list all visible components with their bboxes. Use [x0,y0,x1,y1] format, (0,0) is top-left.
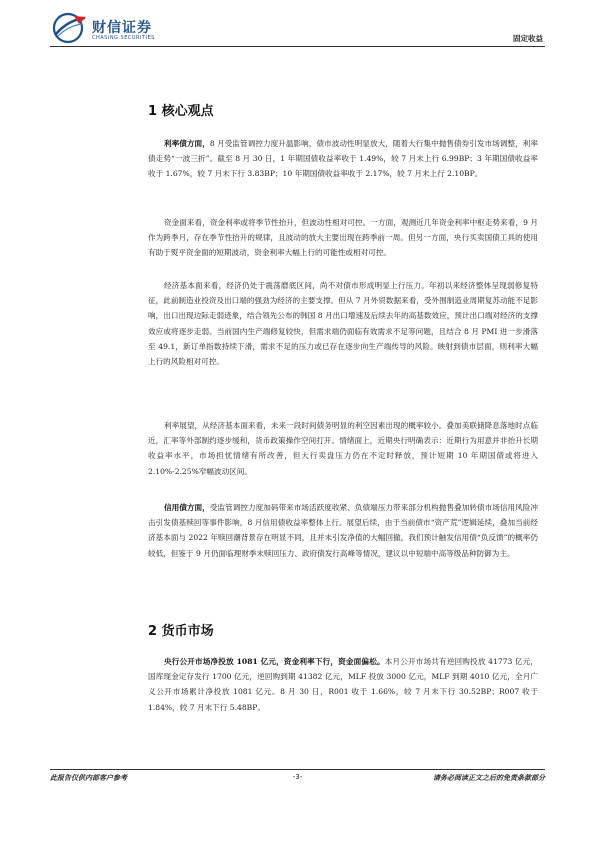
paragraph-text: 8 月受监管调控力度升温影响，债市波动性明显放大，随着大行集中抛售债券引发市场调整，利率债走势“一波三折”。截至 8 月 30 日，1 年期国债收益率收于 1.49%，较 7 月末上行 6.99BP；3 年期国债收益率收于 1.67%，较 7 月末下行 3.83BP；10 年期国债收益率收于 2.17%，较 7 月末上行 2.10BP。 [148,139,538,179]
section-title-money-market: 2 货币市场 [148,624,214,639]
paragraph-text: 经济基本面来看，经济仍处于震荡磨底区间，尚不对债市形成明显上行压力。年初以来经济整体呈现弱修复特征，此前制造业投资及出口端的强劲为经济的主要支撑。但从 7 月外贸数据来看，受外围制造业周期复苏动能不足影响，出口出现边际走弱迹象，结合领先公布的韩国 8 月出口增速及后续去年的高基数效应，预计出口端对经济的支撑效应或将逐步走弱。当前国内生产端修复较快，但需求端仍面临有效需求不足等问题，且结合 8 月 PMI 进一步滑落至 49.1，新订单指数持续下滑，需求不足的压力或已存在逐步向生产端传导的风险。映射到债市层面，则利率大幅上行的风险相对可控。 [148,281,538,367]
paragraph-fundamentals [148,278,538,369]
footer-notice: 请务必阅读正文之后的免责条款部分 [433,774,545,782]
section-title-core-views: 1 核心观点 [148,104,214,119]
footer-divider [50,769,545,770]
header-divider [50,46,545,47]
paragraph-text: 本月公开市场共有逆回购投放 41773 亿元，国库现金定存发行 1700 亿元，逆回购到期 41382 亿元，MLF 投放 3000 亿元，MLF 到期 4010 亿元，全月广义公开市场累计净投放 1081 亿元。8 月 30 日，R001 收于 1.66%，较 7 月末下行 30.52BP；R007 收于 1.84%，较 7 月末下行 5.48BP。 [148,657,539,712]
paragraph-rates [148,136,538,182]
paragraph-liquidity [148,215,538,261]
paragraph-lead: 利率债方面， [164,139,210,148]
chasing-logo-icon [52,12,88,44]
logo-brand-en: CHASING SECURITIES [92,35,155,41]
report-category: 固定收益 [513,34,543,43]
paragraph-open-market [148,654,538,715]
paragraph-outlook [148,418,538,479]
paragraph-text: 资金面来看，资金利率或将季节性抬升，但波动性相对可控。一方面，观测近几年资金利率中枢走势来看，9 月作为跨季月，存在季节性抬升的规律，且波动的放大主要出现在跨季前一周。但另一方面，央行买卖国债工具的使用有助于熨平资金面的短期波动，资金利率大幅上行的可能性或相对可控。 [148,218,538,258]
paragraph-text: 利率展望，从经济基本面来看，未来一段时间债务明显的利空因素出现的概率较小。叠加美联储降息落地时点临近，汇率等外部制约逐步缓和，货币政策操作空间打开。情绪面上，近期央行明确表示：近期行为用意并非抬升长期收益率水平，市场担忧情绪有所改善，但大行卖盘压力仍在不定时释放，预计短期 10 年期国债或将进入 2.10%-2.25%窄幅波动区间。 [148,421,538,476]
logo-brand-cn: 财信证券 [92,20,152,36]
paragraph-credit [148,500,538,561]
footer-disclaimer: 此报告仅供内部客户参考 [50,774,127,782]
paragraph-text: 受监管调控力度加码带来市场活跃度收紧、负债端压力带来部分机构抛售叠加转债市场信用风险冲击引发债基赎回等事件影响，8 月信用债收益率整体上行。展望后续，由于当前债市“资产荒”逻辑延续，叠加当前经济基本面与 2022 年赎回潮背景存在明显不同，且并未引发净值的大幅回撤，我们预计触发信用债“负反馈”的概率仍较低，但鉴于 9 月仍面临理财季末赎回压力、政府债发行高峰等情况，建议以中短端中高等级品种防御为主。 [148,503,539,558]
page-header [0,0,595,60]
paragraph-lead: 央行公开市场净投放 1081 亿元，资金利率下行，资金面偏松。 [164,657,385,666]
page-number: -3- [292,773,303,781]
paragraph-lead: 信用债方面， [164,503,210,512]
company-logo [52,12,172,44]
